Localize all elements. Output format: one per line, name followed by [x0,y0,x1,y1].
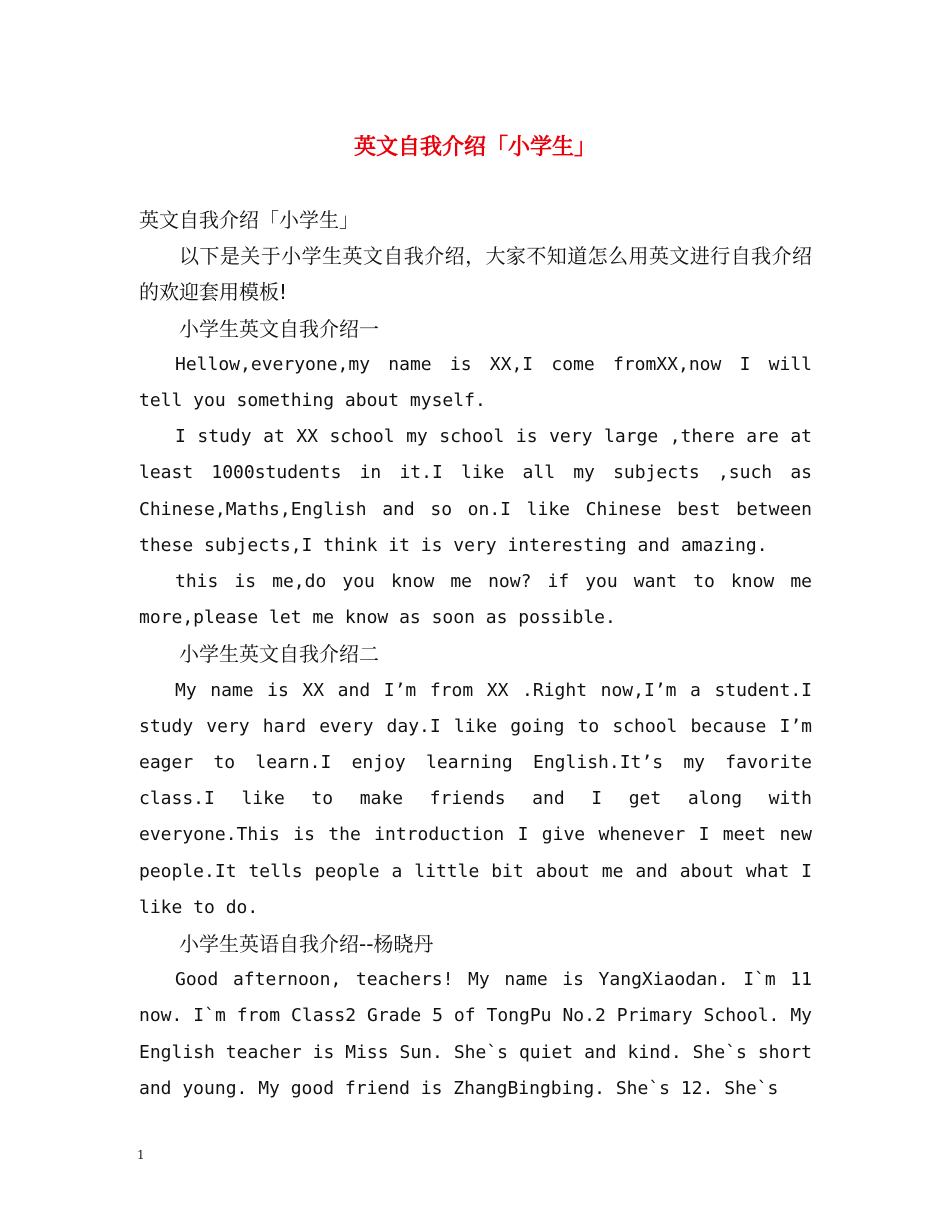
paragraph-intro: 以下是关于小学生英文自我介绍，大家不知道怎么用英文进行自我介绍的欢迎套用模板! [139,244,812,305]
page-number: 1 [137,1148,145,1162]
paragraph-english: Hellow,everyone,my name is XX,I come fromXX,now I will tell you something about myself. [139,353,812,412]
paragraph-english: this is me,do you know me now? if you want to know me more,please let me know as soon as possible. [139,571,812,629]
document-body [139,202,812,1107]
paragraph-subtitle: 英文自我介绍「小学生」 [139,208,359,232]
paragraph-english: Good afternoon, teachers! My name is YangXiaodan. I`m 11 now. I`m from Class2 Grade 5 of TongPu No.2 Primary School. My English teacher is Miss Sun. She`s quiet and kind. She`s short and young. My good friend is ZhangBingbing. She`s 12. She`s [139,969,812,1099]
paragraph-english: My name is XX and I’m from XX .Right now,I’m a student.I study very hard every day.I like going to school because I’m eager to learn.I enjoy learning English.It’s my favorite class.I like to make friends and I get along with everyone.This is the introduction I give whenever I meet new people.It tells people a little bit about me and about what I like to do. [139,679,812,918]
section-heading-1: 小学生英文自我介绍一 [179,316,379,341]
paragraph-english: I study at XX school my school is very large ,there are at least 1000students in it.I like all my subjects ,such as Chinese,Maths,English and so on.I like Chinese best between these subjects,I think it is very interesting and amazing. [139,426,812,556]
section-heading-3: 小学生英语自我介绍--杨晓丹 [179,932,434,957]
document-title: 英文自我介绍「小学生」 [353,134,596,160]
section-heading-2: 小学生英文自我介绍二 [179,642,379,667]
